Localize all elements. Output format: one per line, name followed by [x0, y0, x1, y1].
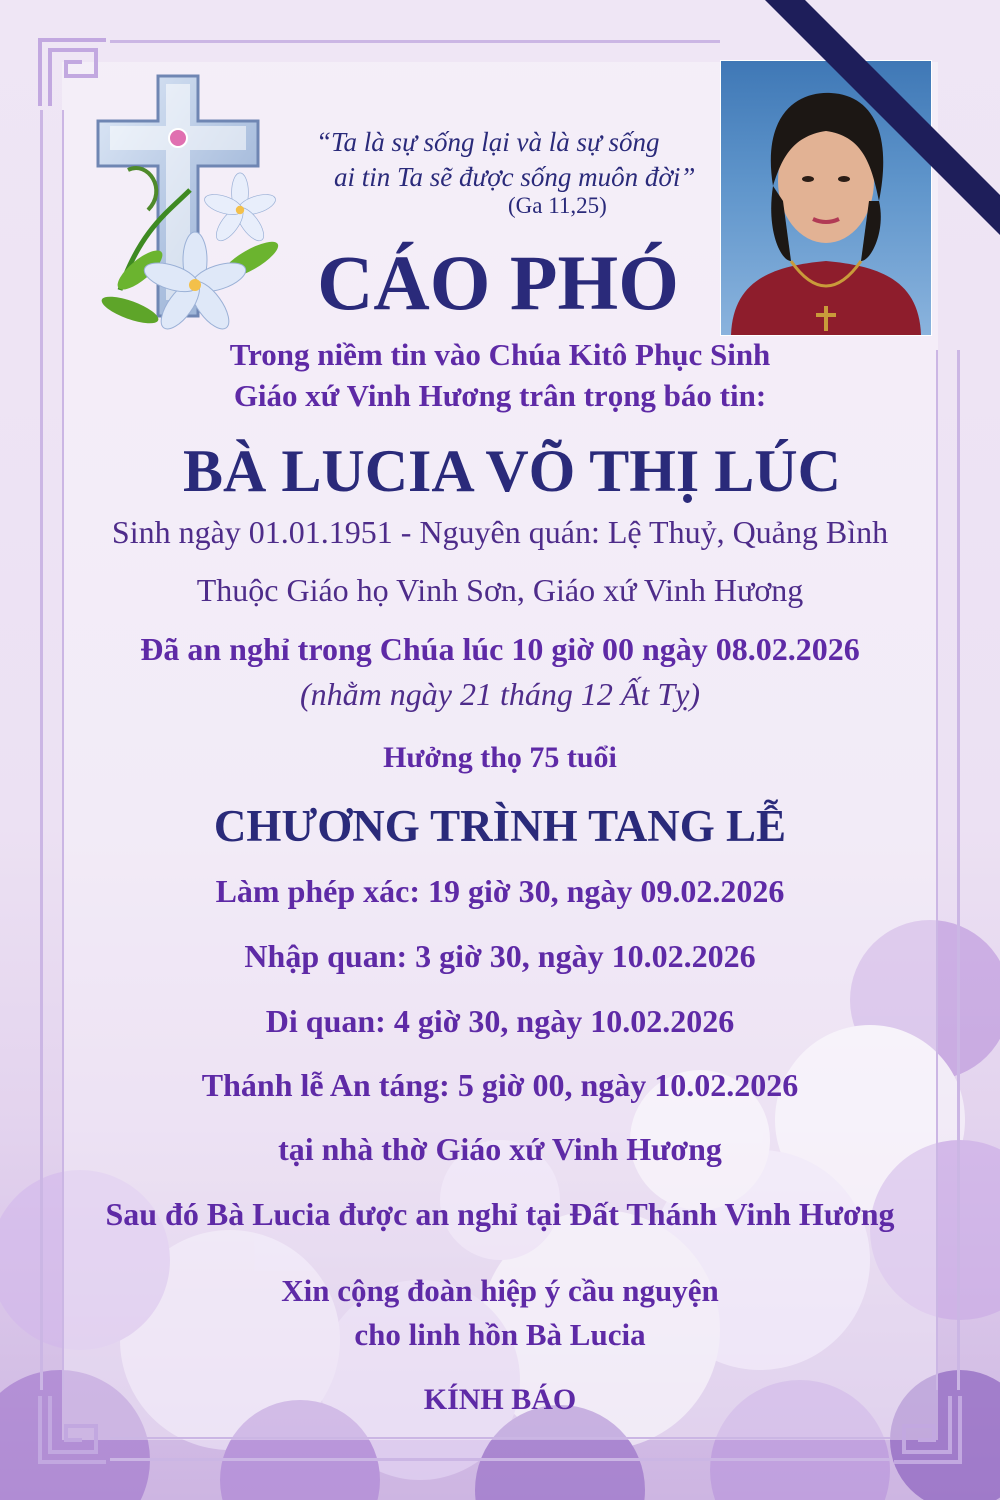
program-heading: CHƯƠNG TRÌNH TANG LỄ [213, 801, 787, 851]
program-item: Làm phép xác: 19 giờ 30, ngày 09.02.2026 [215, 873, 785, 909]
frame-top [110, 40, 720, 43]
funeral-location: tại nhà thờ Giáo xứ Vinh Hương [278, 1131, 722, 1167]
lunar-date: (nhằm ngày 21 tháng 12 Ất Tỵ) [300, 676, 700, 712]
frame-right [957, 350, 960, 1390]
page-title: CÁO PHÓ [317, 239, 679, 326]
frame-bottom [110, 1458, 890, 1461]
frame-inner-right [936, 350, 938, 1390]
death-info: Đã an nghỉ trong Chúa lúc 10 giờ 00 ngày 08.02.2026 [140, 631, 860, 667]
deceased-name: BÀ LUCIA VÕ THỊ LÚC [183, 438, 841, 504]
parish-info: Thuộc Giáo họ Vinh Sơn, Giáo xứ Vinh Hương [196, 572, 804, 608]
closing-line-2: cho linh hồn Bà Lucia [354, 1317, 646, 1352]
program-item: Thánh lễ An táng: 5 giờ 00, ngày 10.02.2026 [201, 1067, 799, 1103]
closing-line-1: Xin cộng đoàn hiệp ý cầu nguyện [281, 1273, 719, 1308]
age-info: Hưởng thọ 75 tuổi [383, 741, 617, 774]
frame-inner-bottom [110, 1437, 890, 1439]
scripture-quote-line-2: ai tin Ta sẽ được sống muôn đời” [334, 162, 696, 192]
program-item: Di quan: 4 giờ 30, ngày 10.02.2026 [265, 1003, 735, 1039]
intro-line-2: Giáo xứ Vinh Hương trân trọng báo tin: [233, 378, 767, 413]
program-item: Nhập quan: 3 giờ 30, ngày 10.02.2026 [244, 938, 756, 974]
burial-info: Sau đó Bà Lucia được an nghỉ tại Đất Thánh Vinh Hương [105, 1196, 895, 1232]
intro-line-1: Trong niềm tin vào Chúa Kitô Phục Sinh [229, 337, 771, 372]
closing-sign: KÍNH BÁO [423, 1383, 577, 1416]
scripture-quote-line-1: “Ta là sự sống lại và là sự sống [316, 127, 660, 157]
birth-info: Sinh ngày 01.01.1951 - Nguyên quán: Lệ Thuỷ, Quảng Bình [111, 514, 889, 550]
scripture-reference: (Ga 11,25) [508, 193, 607, 218]
